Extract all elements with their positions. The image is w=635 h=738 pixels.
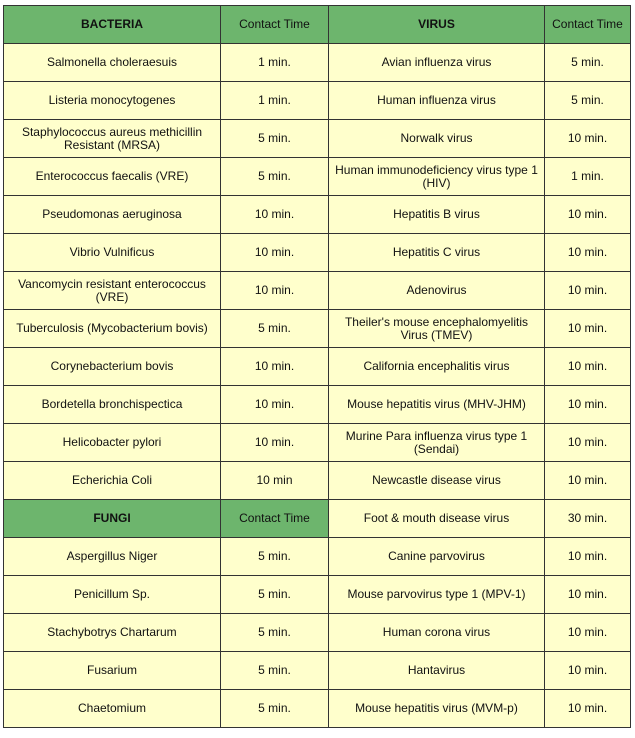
virus-time: 10 min.	[545, 386, 631, 424]
bacteria-name: Echerichia Coli	[4, 462, 221, 500]
fungi-name: Penicillum Sp.	[4, 576, 221, 614]
table-row	[4, 348, 631, 386]
bacteria-time: 10 min	[221, 462, 329, 500]
table-row	[4, 690, 631, 728]
virus-name: Hepatitis C virus	[329, 234, 545, 272]
virus-name: Hepatitis B virus	[329, 196, 545, 234]
virus-name: Avian influenza virus	[329, 44, 545, 82]
virus-time: 10 min.	[545, 234, 631, 272]
table-row	[4, 424, 631, 462]
fungi-header-row	[4, 500, 631, 538]
table-row	[4, 462, 631, 500]
contact-time-table	[3, 5, 631, 728]
bacteria-name: Enterococcus faecalis (VRE)	[4, 158, 221, 196]
virus-time: 10 min.	[545, 614, 631, 652]
bacteria-time: 5 min.	[221, 120, 329, 158]
table-row	[4, 576, 631, 614]
bacteria-time: 10 min.	[221, 348, 329, 386]
virus-time: 1 min.	[545, 158, 631, 196]
bacteria-time: 5 min.	[221, 310, 329, 348]
bacteria-time: 1 min.	[221, 44, 329, 82]
virus-time: 5 min.	[545, 44, 631, 82]
virus-time: 10 min.	[545, 538, 631, 576]
table-row	[4, 614, 631, 652]
virus-name: Newcastle disease virus	[329, 462, 545, 500]
virus-name: Adenovirus	[329, 272, 545, 310]
virus-time: 10 min.	[545, 462, 631, 500]
table-row	[4, 196, 631, 234]
virus-time: 10 min.	[545, 272, 631, 310]
virus-time: 10 min.	[545, 690, 631, 728]
table-row	[4, 310, 631, 348]
virus-time: 10 min.	[545, 652, 631, 690]
bacteria-time: 10 min.	[221, 196, 329, 234]
fungi-contact-time-header: Contact Time	[221, 500, 329, 538]
fungi-name: Aspergillus Niger	[4, 538, 221, 576]
virus-time: 10 min.	[545, 348, 631, 386]
table-row	[4, 272, 631, 310]
fungi-time: 5 min.	[221, 690, 329, 728]
fungi-header: FUNGI	[4, 500, 221, 538]
bacteria-name: Staphylococcus aureus methicillin Resistant (MRSA)	[4, 120, 221, 158]
bacteria-name: Tuberculosis (Mycobacterium bovis)	[4, 310, 221, 348]
virus-name: Human influenza virus	[329, 82, 545, 120]
bacteria-header: BACTERIA	[4, 6, 221, 44]
virus-name: Canine parvovirus	[329, 538, 545, 576]
bacteria-name: Corynebacterium bovis	[4, 348, 221, 386]
virus-name: Human immunodeficiency virus type 1 (HIV)	[329, 158, 545, 196]
bacteria-contact-time-header: Contact Time	[221, 6, 329, 44]
virus-contact-time-header: Contact Time	[545, 6, 631, 44]
table-row	[4, 120, 631, 158]
virus-name: Theiler's mouse encephalomyelitis Virus (TMEV)	[329, 310, 545, 348]
virus-name: Human corona virus	[329, 614, 545, 652]
fungi-name: Stachybotrys Chartarum	[4, 614, 221, 652]
virus-time: 10 min.	[545, 424, 631, 462]
virus-time: 10 min.	[545, 120, 631, 158]
bacteria-name: Helicobacter pylori	[4, 424, 221, 462]
virus-name: Mouse parvovirus type 1 (MPV-1)	[329, 576, 545, 614]
bacteria-time: 10 min.	[221, 424, 329, 462]
fungi-time: 5 min.	[221, 576, 329, 614]
table-row	[4, 44, 631, 82]
bacteria-time: 10 min.	[221, 386, 329, 424]
virus-time: 5 min.	[545, 82, 631, 120]
table-row	[4, 652, 631, 690]
bacteria-time: 10 min.	[221, 272, 329, 310]
table-row	[4, 82, 631, 120]
fungi-name: Fusarium	[4, 652, 221, 690]
table-row	[4, 234, 631, 272]
virus-time: 30 min.	[545, 500, 631, 538]
bacteria-time: 1 min.	[221, 82, 329, 120]
virus-name: Murine Para influenza virus type 1 (Sendai)	[329, 424, 545, 462]
table-row	[4, 538, 631, 576]
bacteria-name: Vibrio Vulnificus	[4, 234, 221, 272]
virus-time: 10 min.	[545, 576, 631, 614]
table-row	[4, 386, 631, 424]
header-row	[4, 6, 631, 44]
virus-time: 10 min.	[545, 196, 631, 234]
table-row	[4, 158, 631, 196]
bacteria-time: 10 min.	[221, 234, 329, 272]
virus-time: 10 min.	[545, 310, 631, 348]
bacteria-name: Pseudomonas aeruginosa	[4, 196, 221, 234]
bacteria-name: Vancomycin resistant enterococcus (VRE)	[4, 272, 221, 310]
fungi-name: Chaetomium	[4, 690, 221, 728]
virus-name: Hantavirus	[329, 652, 545, 690]
virus-header: VIRUS	[329, 6, 545, 44]
bacteria-name: Bordetella bronchispectica	[4, 386, 221, 424]
bacteria-time: 5 min.	[221, 158, 329, 196]
fungi-time: 5 min.	[221, 652, 329, 690]
virus-name: Foot & mouth disease virus	[329, 500, 545, 538]
bacteria-name: Salmonella choleraesuis	[4, 44, 221, 82]
virus-name: Mouse hepatitis virus (MHV-JHM)	[329, 386, 545, 424]
virus-name: Mouse hepatitis virus (MVM-p)	[329, 690, 545, 728]
virus-name: Norwalk virus	[329, 120, 545, 158]
bacteria-name: Listeria monocytogenes	[4, 82, 221, 120]
virus-name: California encephalitis virus	[329, 348, 545, 386]
fungi-time: 5 min.	[221, 538, 329, 576]
fungi-time: 5 min.	[221, 614, 329, 652]
